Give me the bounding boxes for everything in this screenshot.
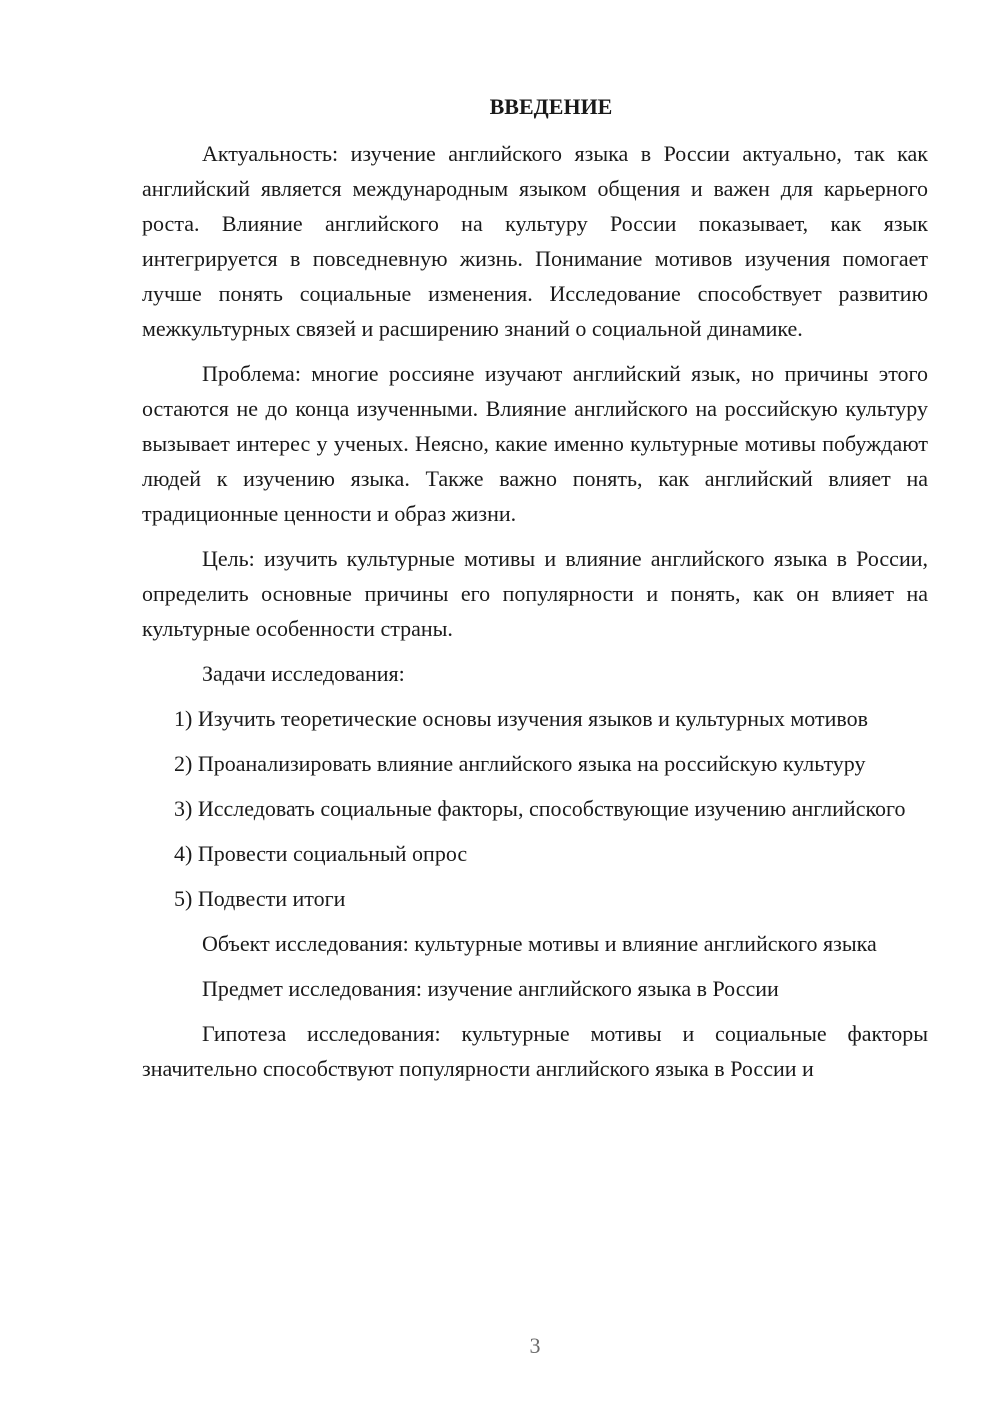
tasks-list [142, 701, 928, 916]
paragraph-subject: Предмет исследования: изучение английского языка в России [202, 976, 779, 1001]
list-item: 1) Изучить теоретические основы изучения языков и культурных мотивов [174, 706, 869, 731]
list-item: 3) Исследовать социальные факторы, способствующие изучению английского [174, 796, 906, 821]
list-item: 4) Провести социальный опрос [174, 841, 468, 866]
list-item: 2) Проанализировать влияние английского языка на российскую культуру [174, 751, 866, 776]
page-title: ВВЕДЕНИЕ [489, 94, 613, 119]
page-number: 3 [529, 1333, 541, 1358]
list-item: 5) Подвести итоги [174, 886, 346, 911]
paragraph-relevance: Актуальность: изучение английского языка в России актуально, так как английский является международным языком общения и важен для карьерного роста. Влияние английского на культуру России показывает, как язык интегрируется в повседневную жизнь. Понимание мотивов изучения помогает лучше понять социальные изменения. Исследование способствует развитию межкультурных связей и расширению знаний о социальной динамике. [142, 141, 928, 341]
paragraph-goal: Цель: изучить культурные мотивы и влияние английского языка в России, определить основные причины его популярности и понять, как он влияет на культурные особенности страны. [142, 546, 928, 641]
paragraph-problem: Проблема: многие россияне изучают английский язык, но причины этого остаются не до конца изученными. Влияние английского на российскую культуру вызывает интерес у ученых. Неясно, какие именно культурные мотивы побуждают людей к изучению языка. Также важно понять, как английский влияет на традиционные ценности и образ жизни. [142, 361, 928, 526]
paragraph-object: Объект исследования: культурные мотивы и влияние английского языка [202, 931, 877, 956]
page-content [142, 92, 928, 1086]
paragraph-tasks-heading: Задачи исследования: [202, 661, 405, 686]
paragraph-hypothesis: Гипотеза исследования: культурные мотивы и социальные факторы значительно способствуют популярности английского языка в России и [142, 1021, 928, 1081]
